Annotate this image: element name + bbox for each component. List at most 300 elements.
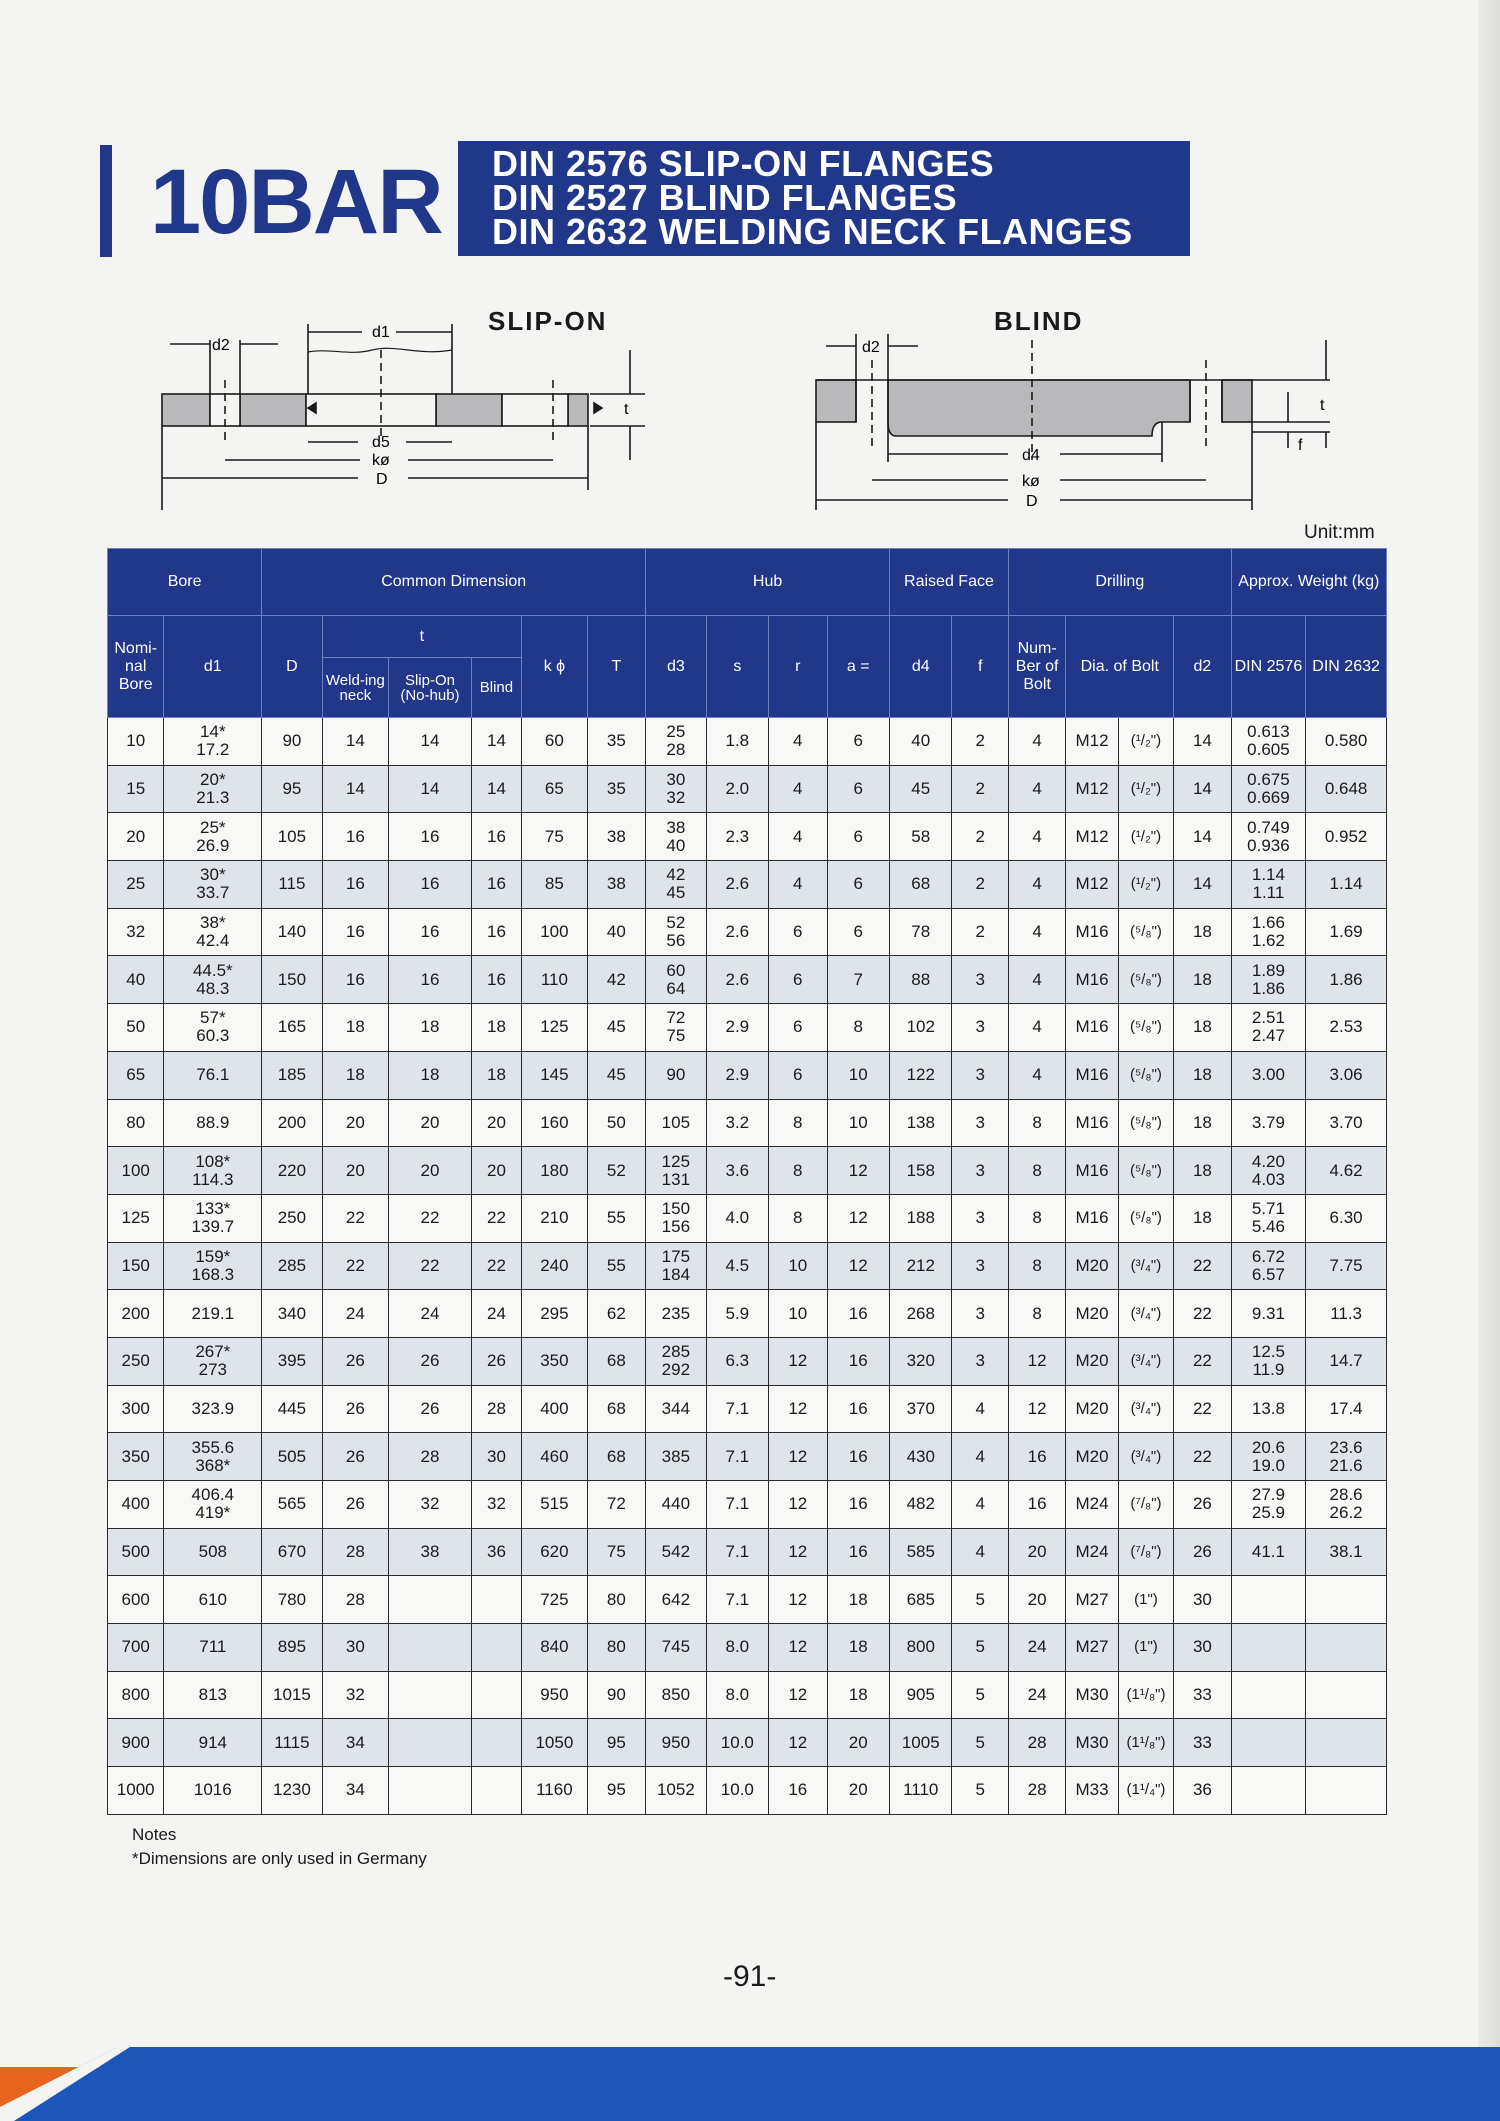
table-row: [108, 1194, 1387, 1242]
cell-D: [262, 1481, 322, 1529]
cell-value: 185: [277, 1065, 307, 1085]
cell-D: [262, 1719, 322, 1767]
cell-value: 2.3: [725, 826, 750, 846]
cell-value: 273: [198, 1360, 227, 1380]
cell-value: 150: [661, 1199, 691, 1219]
cell-value: 0.952: [1324, 826, 1368, 846]
cell-value: 175: [661, 1246, 691, 1266]
cell-value: M20: [1075, 1398, 1109, 1418]
cell-value: 52: [666, 913, 686, 933]
cell-weight-din-2632: [1306, 1004, 1387, 1052]
cell-value: 14: [1192, 731, 1212, 751]
cell-value: 33.7: [196, 883, 230, 903]
table-row: [108, 956, 1387, 1004]
cell-value: 95: [606, 1780, 626, 1800]
col-d1: d1: [164, 616, 262, 718]
cell-value: 16: [420, 874, 440, 894]
cell-f: [952, 1576, 1008, 1624]
cell-value: (³/₄"): [1130, 1399, 1162, 1417]
cell-value: 95: [606, 1732, 626, 1752]
cell-value: 20: [420, 1160, 440, 1180]
cell-weight-din-2576: [1231, 1528, 1306, 1576]
cell-f: [952, 1528, 1008, 1576]
cell-d2: [1174, 718, 1231, 766]
cell-value: 100: [121, 1160, 150, 1180]
cell-t-slip-on: [389, 1290, 472, 1338]
cell-value: 80: [606, 1589, 626, 1609]
cell-t-blind: [471, 1147, 521, 1195]
cell-a: [827, 1194, 890, 1242]
cell-value: 16: [848, 1494, 868, 1514]
cell-weight-din-2576: [1231, 1004, 1306, 1052]
cell-d3: [646, 718, 706, 766]
cell-value: 2: [975, 874, 985, 894]
cell-value: 670: [277, 1542, 307, 1562]
cell-value: 2.9: [725, 1017, 750, 1037]
cell-value: M12: [1075, 826, 1109, 846]
cell-d2: [1174, 861, 1231, 909]
cell-value: 21.6: [1329, 1455, 1363, 1475]
cell-d3: [646, 1194, 706, 1242]
cell-value: 14: [1192, 779, 1212, 799]
cell-value: 26: [1192, 1542, 1212, 1562]
table-row: [108, 908, 1387, 956]
cell-value: 18: [848, 1589, 868, 1609]
cell-a: [827, 956, 890, 1004]
cell-value: 18: [1192, 969, 1212, 989]
cell-d3: [646, 1767, 706, 1815]
cell-value: 3: [975, 1208, 985, 1228]
cell-value: M16: [1075, 1017, 1109, 1037]
cell-weight-din-2576: [1231, 1051, 1306, 1099]
cell-a: [827, 1337, 890, 1385]
cell-value: 72: [606, 1494, 626, 1514]
cell-weight-din-2576: [1231, 908, 1306, 956]
cell-nominal-bore: [108, 1242, 164, 1290]
cell-t-slip-on: [389, 956, 472, 1004]
cell-weight-din-2632: [1306, 1242, 1387, 1290]
cell-value: 30: [345, 1637, 365, 1657]
blind-D-label: D: [1026, 493, 1038, 510]
cell-value: 26: [1192, 1494, 1212, 1514]
cell-value: 108*: [195, 1151, 231, 1171]
cell-value: 20: [126, 826, 146, 846]
cell-d1: [164, 1242, 262, 1290]
cell-value: 16: [788, 1780, 808, 1800]
cell-value: M12: [1075, 779, 1109, 799]
cell-value: 1.86: [1251, 978, 1285, 998]
cell-value: 2: [975, 779, 985, 799]
standard-line-1: DIN 2576 SLIP-ON FLANGES: [492, 143, 995, 184]
cell-bolt-inch: [1118, 1194, 1173, 1242]
cell-r: [769, 1433, 827, 1481]
cell-r: [769, 1481, 827, 1529]
cell-value: 16: [486, 922, 506, 942]
cell-d4: [890, 908, 952, 956]
table-row: [108, 1481, 1387, 1529]
cell-value: 292: [661, 1360, 691, 1380]
cell-value: 3: [975, 1303, 985, 1323]
cell-value: 600: [121, 1589, 150, 1609]
cell-s: [706, 765, 768, 813]
slip-on-k-label: kø: [372, 452, 390, 469]
cell-r: [769, 1528, 827, 1576]
cell-number-of-bolt: [1008, 1433, 1065, 1481]
cell-a: [827, 1147, 890, 1195]
cell-a: [827, 1385, 890, 1433]
cell-t-blind: [471, 1385, 521, 1433]
cell-value: 18: [345, 1065, 365, 1085]
cell-nominal-bore: [108, 1004, 164, 1052]
cell-value: 20: [1027, 1589, 1047, 1609]
cell-value: 8: [1032, 1112, 1042, 1132]
cell-value: 68: [606, 1351, 626, 1371]
cell-d4: [890, 1004, 952, 1052]
cell-value: 350: [121, 1446, 150, 1466]
cell-d3: [646, 908, 706, 956]
cell-value: M20: [1075, 1255, 1109, 1275]
cell-a: [827, 1433, 890, 1481]
cell-value: 10: [126, 731, 146, 751]
blind-d2-label: d2: [862, 339, 880, 356]
cell-bolt-size: [1066, 1147, 1118, 1195]
cell-weight-din-2632: [1306, 956, 1387, 1004]
cell-d1: [164, 1147, 262, 1195]
cell-value: M16: [1075, 1112, 1109, 1132]
cell-value: 65: [126, 1065, 146, 1085]
cell-value: 3.79: [1251, 1112, 1285, 1132]
cell-d1: [164, 861, 262, 909]
slip-on-t-label: t: [624, 401, 629, 418]
cell-d4: [890, 1290, 952, 1338]
group-drilling: Drilling: [1008, 549, 1231, 616]
cell-value: 19.0: [1251, 1455, 1285, 1475]
cell-a: [827, 1004, 890, 1052]
cell-t-welding-neck: [322, 1147, 389, 1195]
table-row: [108, 1576, 1387, 1624]
cell-value: 4: [793, 874, 803, 894]
cell-value: 6: [853, 826, 863, 846]
cell-value: 16: [848, 1351, 868, 1371]
cell-d3: [646, 1099, 706, 1147]
cell-bolt-inch: [1118, 1147, 1173, 1195]
cell-t-blind: [471, 1337, 521, 1385]
cell-value: 18: [848, 1685, 868, 1705]
cell-value: 0.648: [1324, 779, 1368, 799]
cell-s: [706, 1099, 768, 1147]
cell-value: 56: [666, 931, 686, 951]
cell-f: [952, 1004, 1008, 1052]
cell-value: 68: [606, 1398, 626, 1418]
cell-value: 400: [540, 1398, 569, 1418]
cell-value: 430: [906, 1446, 935, 1466]
cell-t-blind: [471, 1433, 521, 1481]
cell-value: M16: [1075, 969, 1109, 989]
cell-a: [827, 1481, 890, 1529]
cell-bolt-size: [1066, 1385, 1118, 1433]
cell-value: 4: [793, 731, 803, 751]
cell-weight-din-2632: [1306, 718, 1387, 766]
cell-value: 100: [540, 922, 569, 942]
cell-t-welding-neck: [322, 765, 389, 813]
cell-value: 2.47: [1251, 1026, 1285, 1046]
cell-value: 131: [661, 1169, 691, 1189]
cell-d4: [890, 1481, 952, 1529]
col-r: r: [769, 616, 827, 718]
cell-value: 12: [848, 1160, 868, 1180]
cell-value: 610: [198, 1589, 227, 1609]
cell-value: 3.2: [725, 1112, 750, 1132]
cell-value: 20: [848, 1732, 868, 1752]
cell-value: 22: [486, 1255, 506, 1275]
cell-value: 1052: [656, 1780, 695, 1800]
cell-bolt-inch: [1118, 1004, 1173, 1052]
cell-k: [522, 1385, 588, 1433]
cell-D: [262, 908, 322, 956]
cell-t-slip-on: [389, 1242, 472, 1290]
cell-s: [706, 1051, 768, 1099]
cell-k: [522, 1719, 588, 1767]
cell-value: 68: [911, 874, 931, 894]
cell-nominal-bore: [108, 765, 164, 813]
cell-value: 8: [1032, 1160, 1042, 1180]
cell-value: 16: [345, 969, 365, 989]
cell-bolt-size: [1066, 1004, 1118, 1052]
cell-value: 400: [121, 1494, 150, 1514]
cell-value: 20: [486, 1160, 506, 1180]
cell-d3: [646, 1290, 706, 1338]
cell-value: 18: [420, 1017, 440, 1037]
cell-d2: [1174, 1767, 1231, 1815]
cell-value: 26: [345, 1351, 365, 1371]
cell-value: 72: [666, 1008, 686, 1028]
cell-value: 1016: [193, 1780, 232, 1800]
cell-t-slip-on: [389, 1194, 472, 1242]
cell-value: 950: [661, 1732, 691, 1752]
cell-d1: [164, 1576, 262, 1624]
cell-f: [952, 908, 1008, 956]
group-weight: Approx. Weight (kg): [1231, 549, 1386, 616]
col-din-2632: DIN 2632: [1306, 616, 1387, 718]
cell-f: [952, 765, 1008, 813]
table-row: [108, 718, 1387, 766]
cell-s: [706, 956, 768, 1004]
cell-value: 145: [540, 1065, 569, 1085]
cell-d4: [890, 1242, 952, 1290]
cell-value: 8.0: [725, 1637, 750, 1657]
cell-t-welding-neck: [322, 1671, 389, 1719]
cell-value: 6: [853, 779, 863, 799]
cell-value: (⁷/₈"): [1130, 1495, 1162, 1513]
cell-weight-din-2576: [1231, 765, 1306, 813]
cell-value: 6: [793, 1017, 803, 1037]
cell-value: 16: [345, 922, 365, 942]
cell-d1: [164, 1290, 262, 1338]
table-row: [108, 1719, 1387, 1767]
group-common-dimension: Common Dimension: [262, 549, 646, 616]
cell-value: 12: [1027, 1351, 1047, 1371]
cell-value: 440: [661, 1494, 691, 1514]
cell-d1: [164, 1767, 262, 1815]
cell-weight-din-2576: [1231, 861, 1306, 909]
cell-value: 505: [277, 1446, 307, 1466]
table-row: [108, 861, 1387, 909]
cell-value: M27: [1075, 1589, 1109, 1609]
cell-d3: [646, 1385, 706, 1433]
cell-s: [706, 1337, 768, 1385]
table-row: [108, 1099, 1387, 1147]
cell-value: 165: [277, 1017, 307, 1037]
cell-value: 78: [911, 922, 931, 942]
cell-weight-din-2632: [1306, 1576, 1387, 1624]
cell-value: 16: [345, 874, 365, 894]
cell-r: [769, 1099, 827, 1147]
cell-value: 14: [345, 731, 365, 751]
cell-value: (⁵/₈"): [1130, 923, 1162, 941]
cell-value: 42.4: [196, 931, 230, 951]
cell-value: 6: [793, 1065, 803, 1085]
cell-D: [262, 1433, 322, 1481]
cell-value: 80: [606, 1637, 626, 1657]
cell-value: 26.2: [1329, 1503, 1363, 1523]
cell-value: 16: [848, 1398, 868, 1418]
cell-value: 235: [661, 1303, 691, 1323]
cell-value: 40: [606, 922, 626, 942]
cell-d4: [890, 956, 952, 1004]
cell-bolt-inch: [1118, 1671, 1173, 1719]
cell-t-welding-neck: [322, 1767, 389, 1815]
cell-value: 4.20: [1251, 1151, 1285, 1171]
cell-value: 585: [906, 1542, 935, 1562]
cell-value: 395: [277, 1351, 307, 1371]
cell-s: [706, 1147, 768, 1195]
cell-value: 168.3: [191, 1264, 235, 1284]
cell-T: [587, 1719, 646, 1767]
cell-value: 12.5: [1251, 1342, 1285, 1362]
cell-value: 24: [1027, 1637, 1047, 1657]
cell-value: 36: [486, 1542, 506, 1562]
cell-value: (³/₄"): [1130, 1304, 1162, 1322]
cell-value: 45: [606, 1017, 626, 1037]
cell-d1: [164, 1433, 262, 1481]
cell-value: 32: [420, 1494, 440, 1514]
cell-value: 2.6: [725, 969, 750, 989]
cell-t-welding-neck: [322, 1624, 389, 1672]
cell-d2: [1174, 1719, 1231, 1767]
cell-r: [769, 1290, 827, 1338]
cell-bolt-inch: [1118, 1337, 1173, 1385]
cell-value: 6.57: [1251, 1264, 1285, 1284]
cell-t-slip-on: [389, 1528, 472, 1576]
cell-weight-din-2576: [1231, 1767, 1306, 1815]
cell-a: [827, 1242, 890, 1290]
cell-value: M16: [1075, 922, 1109, 942]
cell-d1: [164, 1719, 262, 1767]
cell-value: 18: [486, 1065, 506, 1085]
cell-value: 38: [420, 1542, 440, 1562]
cell-value: 60: [666, 960, 686, 980]
cell-value: 0.675: [1247, 770, 1290, 790]
cell-d4: [890, 1767, 952, 1815]
cell-value: 18: [1192, 922, 1212, 942]
col-d2: d2: [1174, 616, 1231, 718]
cell-value: 22: [1192, 1303, 1212, 1323]
cell-d3: [646, 765, 706, 813]
cell-t-blind: [471, 765, 521, 813]
cell-value: 114.3: [192, 1169, 234, 1189]
cell-value: (¹/₂"): [1130, 875, 1162, 893]
cell-value: 800: [121, 1685, 150, 1705]
cell-d4: [890, 1337, 952, 1385]
cell-k: [522, 1290, 588, 1338]
cell-D: [262, 1671, 322, 1719]
cell-value: 45: [911, 779, 931, 799]
cell-s: [706, 718, 768, 766]
cell-value: 1.14: [1251, 865, 1285, 885]
cell-t-slip-on: [389, 765, 472, 813]
cell-value: (⁵/₈"): [1130, 1018, 1162, 1036]
cell-value: 10: [788, 1303, 808, 1323]
cell-a: [827, 765, 890, 813]
cell-T: [587, 813, 646, 861]
group-bore: Bore: [108, 549, 262, 616]
cell-k: [522, 1528, 588, 1576]
cell-value: 62: [606, 1303, 626, 1323]
cell-value: 20: [848, 1780, 868, 1800]
cell-value: (⁵/₈"): [1130, 970, 1162, 988]
cell-value: 64: [666, 978, 686, 998]
cell-bolt-size: [1066, 1433, 1118, 1481]
cell-value: 16: [420, 969, 440, 989]
cell-value: 10: [848, 1112, 868, 1132]
cell-weight-din-2632: [1306, 765, 1387, 813]
cell-T: [587, 908, 646, 956]
cell-f: [952, 813, 1008, 861]
cell-number-of-bolt: [1008, 1481, 1065, 1529]
cell-value: 419*: [195, 1503, 231, 1523]
cell-T: [587, 1576, 646, 1624]
cell-value: 5.46: [1251, 1217, 1285, 1237]
cell-value: 14: [1192, 826, 1212, 846]
cell-k: [522, 1099, 588, 1147]
cell-bolt-size: [1066, 956, 1118, 1004]
cell-value: 565: [277, 1494, 307, 1514]
group-hub: Hub: [646, 549, 890, 616]
cell-value: 30: [666, 770, 686, 790]
cell-value: 12: [788, 1589, 808, 1609]
cell-t-blind: [471, 813, 521, 861]
cell-value: 0.580: [1324, 731, 1368, 751]
cell-value: 12: [848, 1255, 868, 1275]
cell-value: (1¹/₄"): [1126, 1781, 1166, 1799]
cell-value: 80: [126, 1112, 146, 1132]
cell-t-blind: [471, 718, 521, 766]
cell-d2: [1174, 765, 1231, 813]
cell-D: [262, 1624, 322, 1672]
cell-T: [587, 861, 646, 909]
cell-value: 1160: [536, 1780, 573, 1800]
cell-D: [262, 956, 322, 1004]
cell-value: 50: [126, 1017, 146, 1037]
cell-value: 4: [1032, 922, 1042, 942]
cell-s: [706, 1194, 768, 1242]
cell-value: 385: [661, 1446, 691, 1466]
page-number: -91-: [723, 1960, 777, 1993]
cell-weight-din-2632: [1306, 1481, 1387, 1529]
cell-value: 4: [1032, 969, 1042, 989]
cell-a: [827, 1290, 890, 1338]
cell-t-blind: [471, 1528, 521, 1576]
